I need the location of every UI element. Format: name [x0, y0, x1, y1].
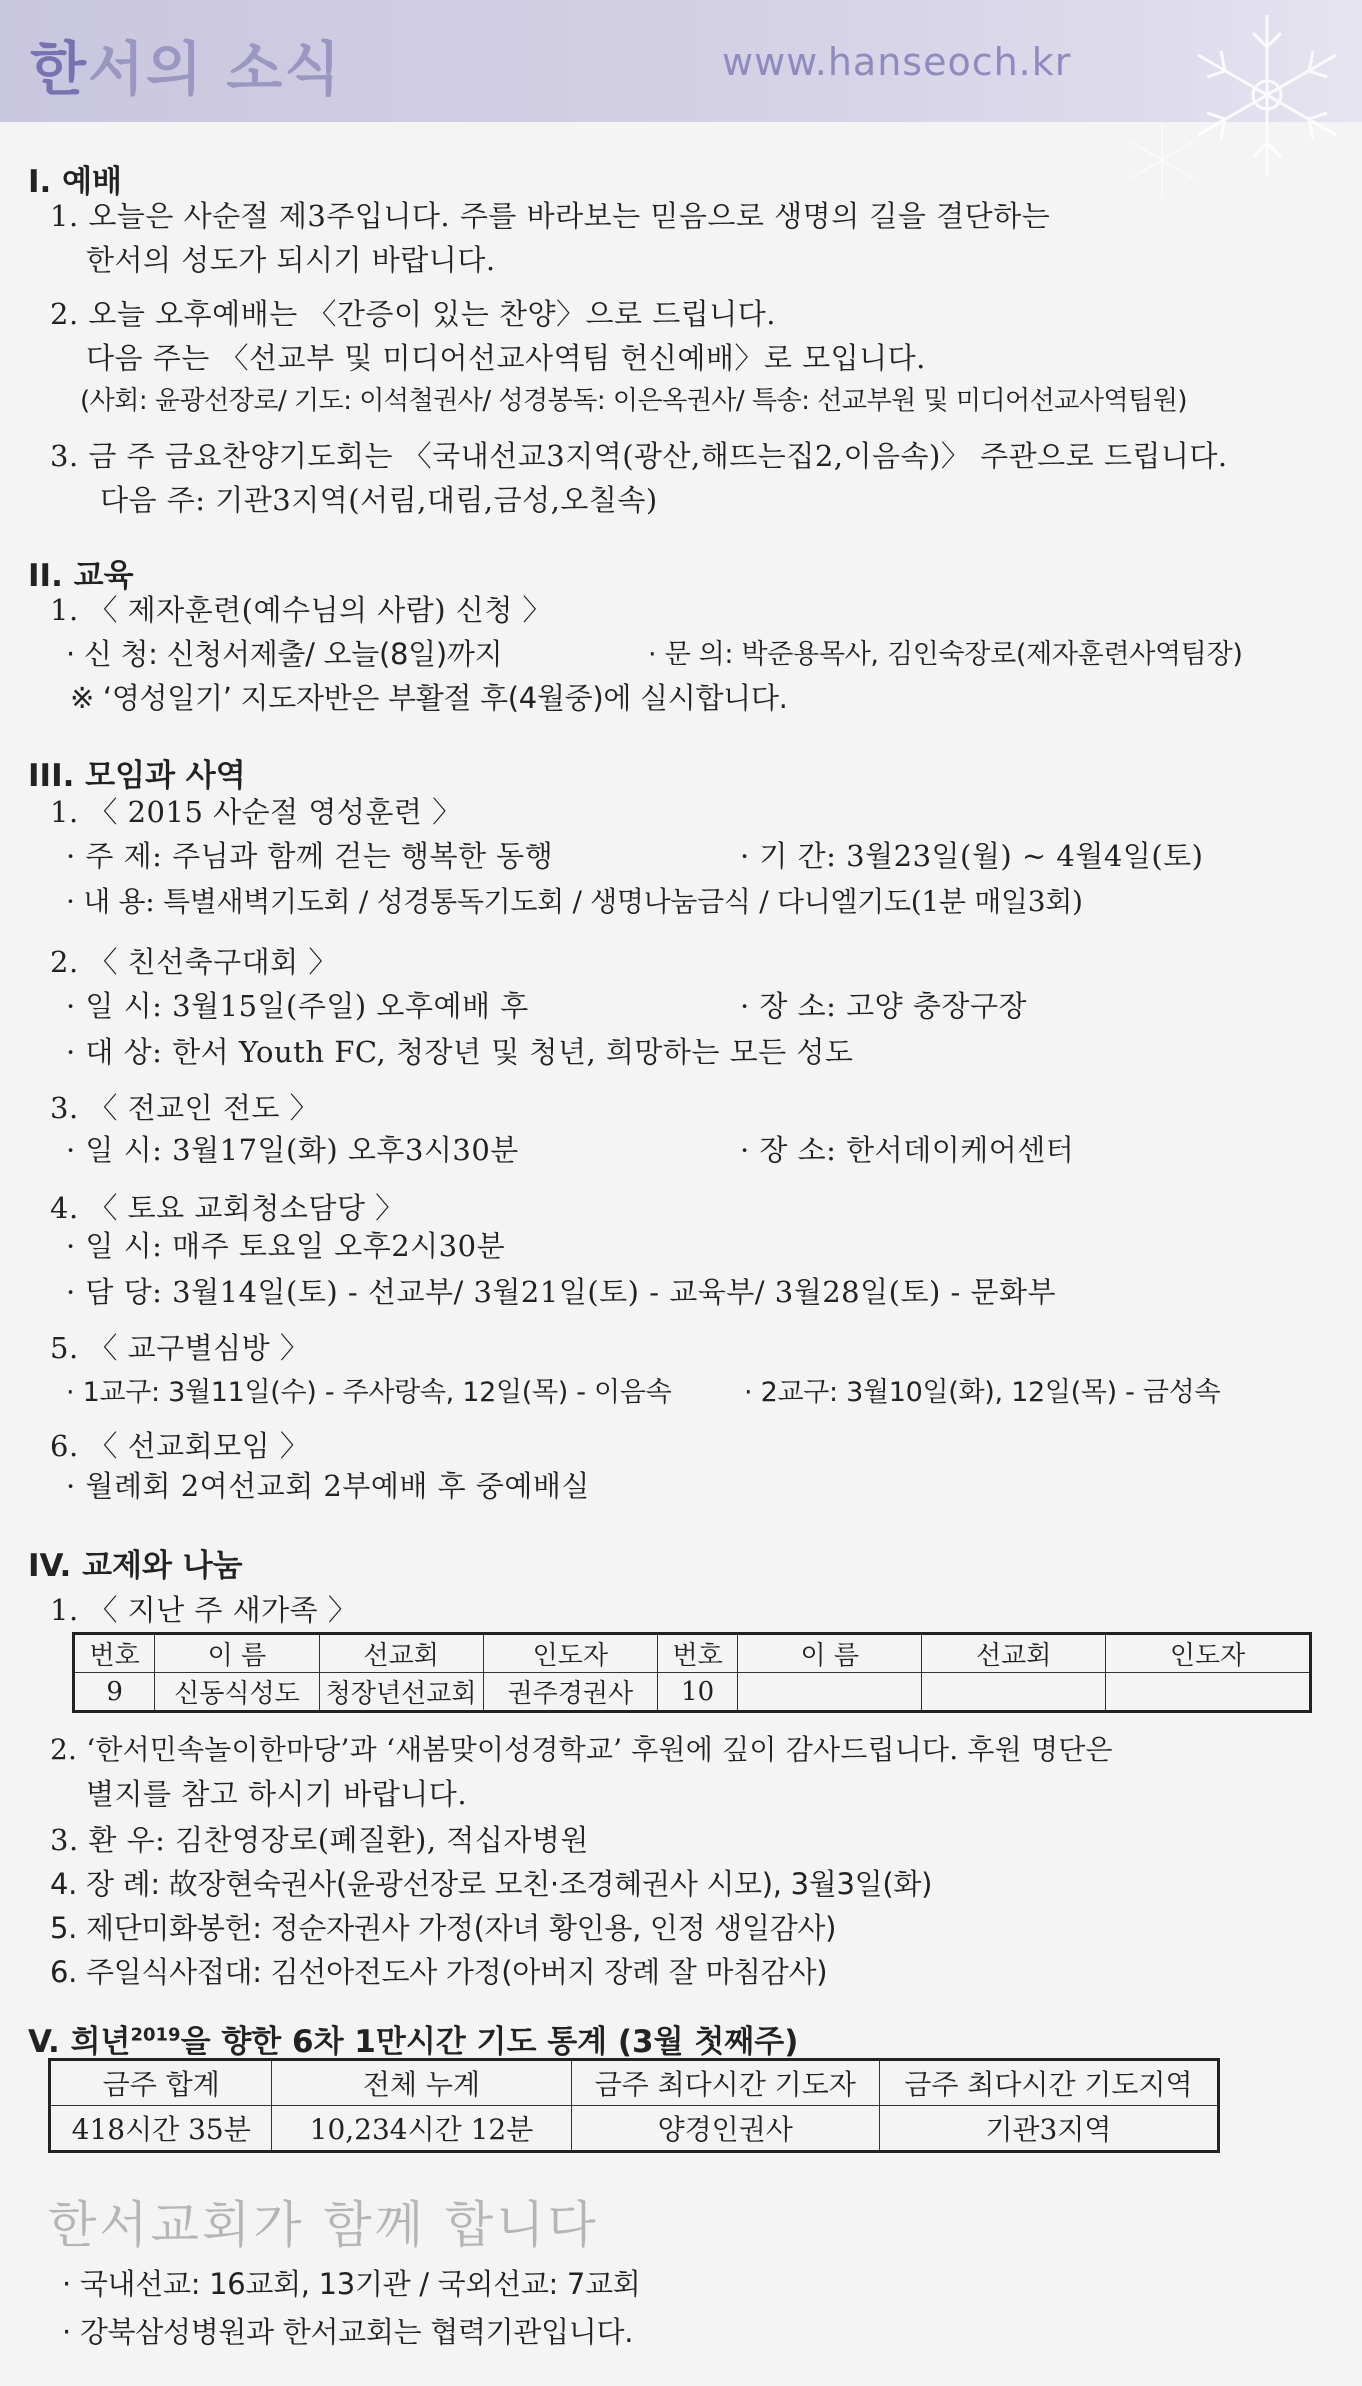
- s2-line: ※ ‘영성일기’ 지도자반은 부활절 후(4월중)에 실시합니다.: [70, 681, 788, 715]
- s3-line: 4. 〈 토요 교회청소담당 〉: [50, 1191, 405, 1225]
- s1-line: 3. 금 주 금요찬양기도회는 〈국내선교3지역(광산,해뜨는집2,이음속)〉 주관으로 드립니다.: [50, 439, 1228, 473]
- table-header-cell: 번호: [657, 1634, 737, 1673]
- table-header-cell: 인도자: [1106, 1634, 1311, 1673]
- s2-line: · 신 청: 신청서제출/ 오늘(8일)까지: [66, 637, 503, 671]
- s4-line: 2. ‘한서민속놀이한마당’과 ‘새봄맞이성경학교’ 후원에 깊이 감사드립니다. 후원 명단은: [50, 1733, 1113, 1766]
- footer-title: 한서교회가 함께 합니다: [48, 2196, 599, 2254]
- table-cell: 418시간 35분: [50, 2106, 272, 2152]
- s3-line: · 대 상: 한서 Youth FC, 청장년 및 청년, 희망하는 모든 성도: [66, 1035, 854, 1069]
- s4-line: 별지를 참고 하시기 바랍니다.: [86, 1777, 468, 1811]
- s2-line: · 문 의: 박준용목사, 김인숙장로(제자훈련사역팀장): [648, 639, 1243, 670]
- s2-line: 1. 〈 제자훈련(예수님의 사람) 신청 〉: [50, 593, 553, 627]
- table-header-cell: 이 름: [738, 1634, 922, 1673]
- table-header-cell: 금주 최다시간 기도지역: [879, 2060, 1218, 2106]
- table-header-cell: 전체 누계: [272, 2060, 571, 2106]
- s1-line: 1. 오늘은 사순절 제3주입니다. 주를 바라보는 믿음으로 생명의 길을 결단하는: [50, 199, 1051, 233]
- s1-line: 다음 주는 〈선교부 및 미디어선교사역팀 헌신예배〉로 모입니다.: [86, 341, 926, 375]
- table-cell: [922, 1673, 1106, 1712]
- table-header-cell: 선교회: [922, 1634, 1106, 1673]
- table-header-cell: 선교회: [319, 1634, 483, 1673]
- table-header-cell: 금주 합계: [50, 2060, 272, 2106]
- section-3-title: III. 모임과 사역: [28, 758, 246, 794]
- s3-line: · 기 간: 3월23일(월) ~ 4월4일(토): [740, 839, 1204, 873]
- section-2-title: II. 교육: [28, 558, 134, 594]
- s1-line: 다음 주: 기관3지역(서림,대림,금성,오칠속): [100, 483, 658, 517]
- s3-line: 6. 〈 선교회모임 〉: [50, 1429, 310, 1463]
- table-header-cell: 이 름: [155, 1634, 319, 1673]
- table-cell: 기관3지역: [879, 2106, 1218, 2152]
- table-row: [50, 2106, 1219, 2152]
- s3-line: · 담 당: 3월14일(토) - 선교부/ 3월21일(토) - 교육부/ 3월28일(토) - 문화부: [66, 1275, 1057, 1309]
- prayer-stats-table: [48, 2058, 1220, 2153]
- new-family-table: [72, 1632, 1312, 1713]
- snowflake-icon: [1072, 0, 1362, 230]
- s3-line: · 일 시: 3월17일(화) 오후3시30분: [66, 1133, 519, 1167]
- header-url[interactable]: www.hanseoch.kr: [722, 40, 1072, 84]
- s3-line: 2. 〈 친선축구대회 〉: [50, 945, 338, 979]
- s3-line: 1. 〈 2015 사순절 영성훈련 〉: [50, 795, 462, 829]
- table-header-cell: 인도자: [483, 1634, 657, 1673]
- s3-line: 5. 〈 교구별심방 〉: [50, 1331, 310, 1365]
- table-cell: 양경인권사: [571, 2106, 879, 2152]
- table-header-cell: 번호: [74, 1634, 155, 1673]
- s4-line: 3. 환 우: 김찬영장로(폐질환), 적십자병원: [50, 1823, 589, 1857]
- table-header-cell: 금주 최다시간 기도자: [571, 2060, 879, 2106]
- table-cell: 9: [74, 1673, 155, 1712]
- s3-line: · 1교구: 3월11일(수) - 주사랑속, 12일(목) - 이음속: [66, 1377, 672, 1408]
- table-cell: 10,234시간 12분: [272, 2106, 571, 2152]
- s3-line: · 주 제: 주님과 함께 걷는 행복한 동행: [66, 839, 554, 873]
- table-header-row: [50, 2060, 1219, 2106]
- table-cell: [738, 1673, 922, 1712]
- s3-line: · 내 용: 특별새벽기도회 / 성경통독기도회 / 생명나눔금식 / 다니엘기도(1분 매일3회): [66, 885, 1083, 918]
- s1-line: 한서의 성도가 되시기 바랍니다.: [86, 243, 496, 277]
- table-cell: 10: [657, 1673, 737, 1712]
- table-row: [74, 1673, 1311, 1712]
- s3-line: · 일 시: 매주 토요일 오후2시30분: [66, 1229, 506, 1263]
- section-4-title: IV. 교제와 나눔: [28, 1548, 243, 1584]
- s4-line: 6. 주일식사접대: 김선아전도사 가정(아버지 장례 잘 마침감사): [50, 1955, 828, 1989]
- s4-line: 5. 제단미화봉헌: 정순자권사 가정(자녀 황인용, 인정 생일감사): [50, 1911, 837, 1945]
- footer-line: · 국내선교: 16교회, 13기관 / 국외선교: 7교회: [62, 2267, 641, 2301]
- s3-line: · 월례회 2여선교회 2부예배 후 중예배실: [66, 1469, 590, 1503]
- s3-line: · 2교구: 3월10일(화), 12일(목) - 금성속: [744, 1377, 1221, 1408]
- s3-line: 3. 〈 전교인 전도 〉: [50, 1091, 320, 1125]
- s3-line: · 장 소: 고양 충장구장: [740, 989, 1027, 1023]
- header-title: 한서의 소식: [30, 35, 343, 103]
- s1-line: (사회: 윤광선장로/ 기도: 이석철권사/ 성경봉독: 이은옥권사/ 특송: 선교부원 및 미디어선교사역팀원): [80, 386, 1188, 416]
- table-header-row: [74, 1634, 1311, 1673]
- table-cell: 청장년선교회: [319, 1673, 483, 1712]
- s3-line: · 장 소: 한서데이케어센터: [740, 1133, 1075, 1167]
- s4-line: 4. 장 례: 故장현숙권사(윤광선장로 모친·조경혜권사 시모), 3월3일(화): [50, 1867, 933, 1901]
- table-cell: 신동식성도: [155, 1673, 319, 1712]
- s1-line: 2. 오늘 오후예배는 〈간증이 있는 찬양〉으로 드립니다.: [50, 297, 776, 331]
- s4-line: 1. 〈 지난 주 새가족 〉: [50, 1593, 358, 1627]
- table-cell: 권주경권사: [483, 1673, 657, 1712]
- section-5-title: V. 희년$^{2019}$을 향한 6차 1만시간 기도 통계 (3월 첫째주): [28, 2024, 799, 2060]
- footer-line: · 강북삼성병원과 한서교회는 협력기관입니다.: [62, 2315, 634, 2349]
- section-1-title: I. 예배: [28, 164, 122, 200]
- s3-line: · 일 시: 3월15일(주일) 오후예배 후: [66, 989, 529, 1023]
- table-cell: [1106, 1673, 1311, 1712]
